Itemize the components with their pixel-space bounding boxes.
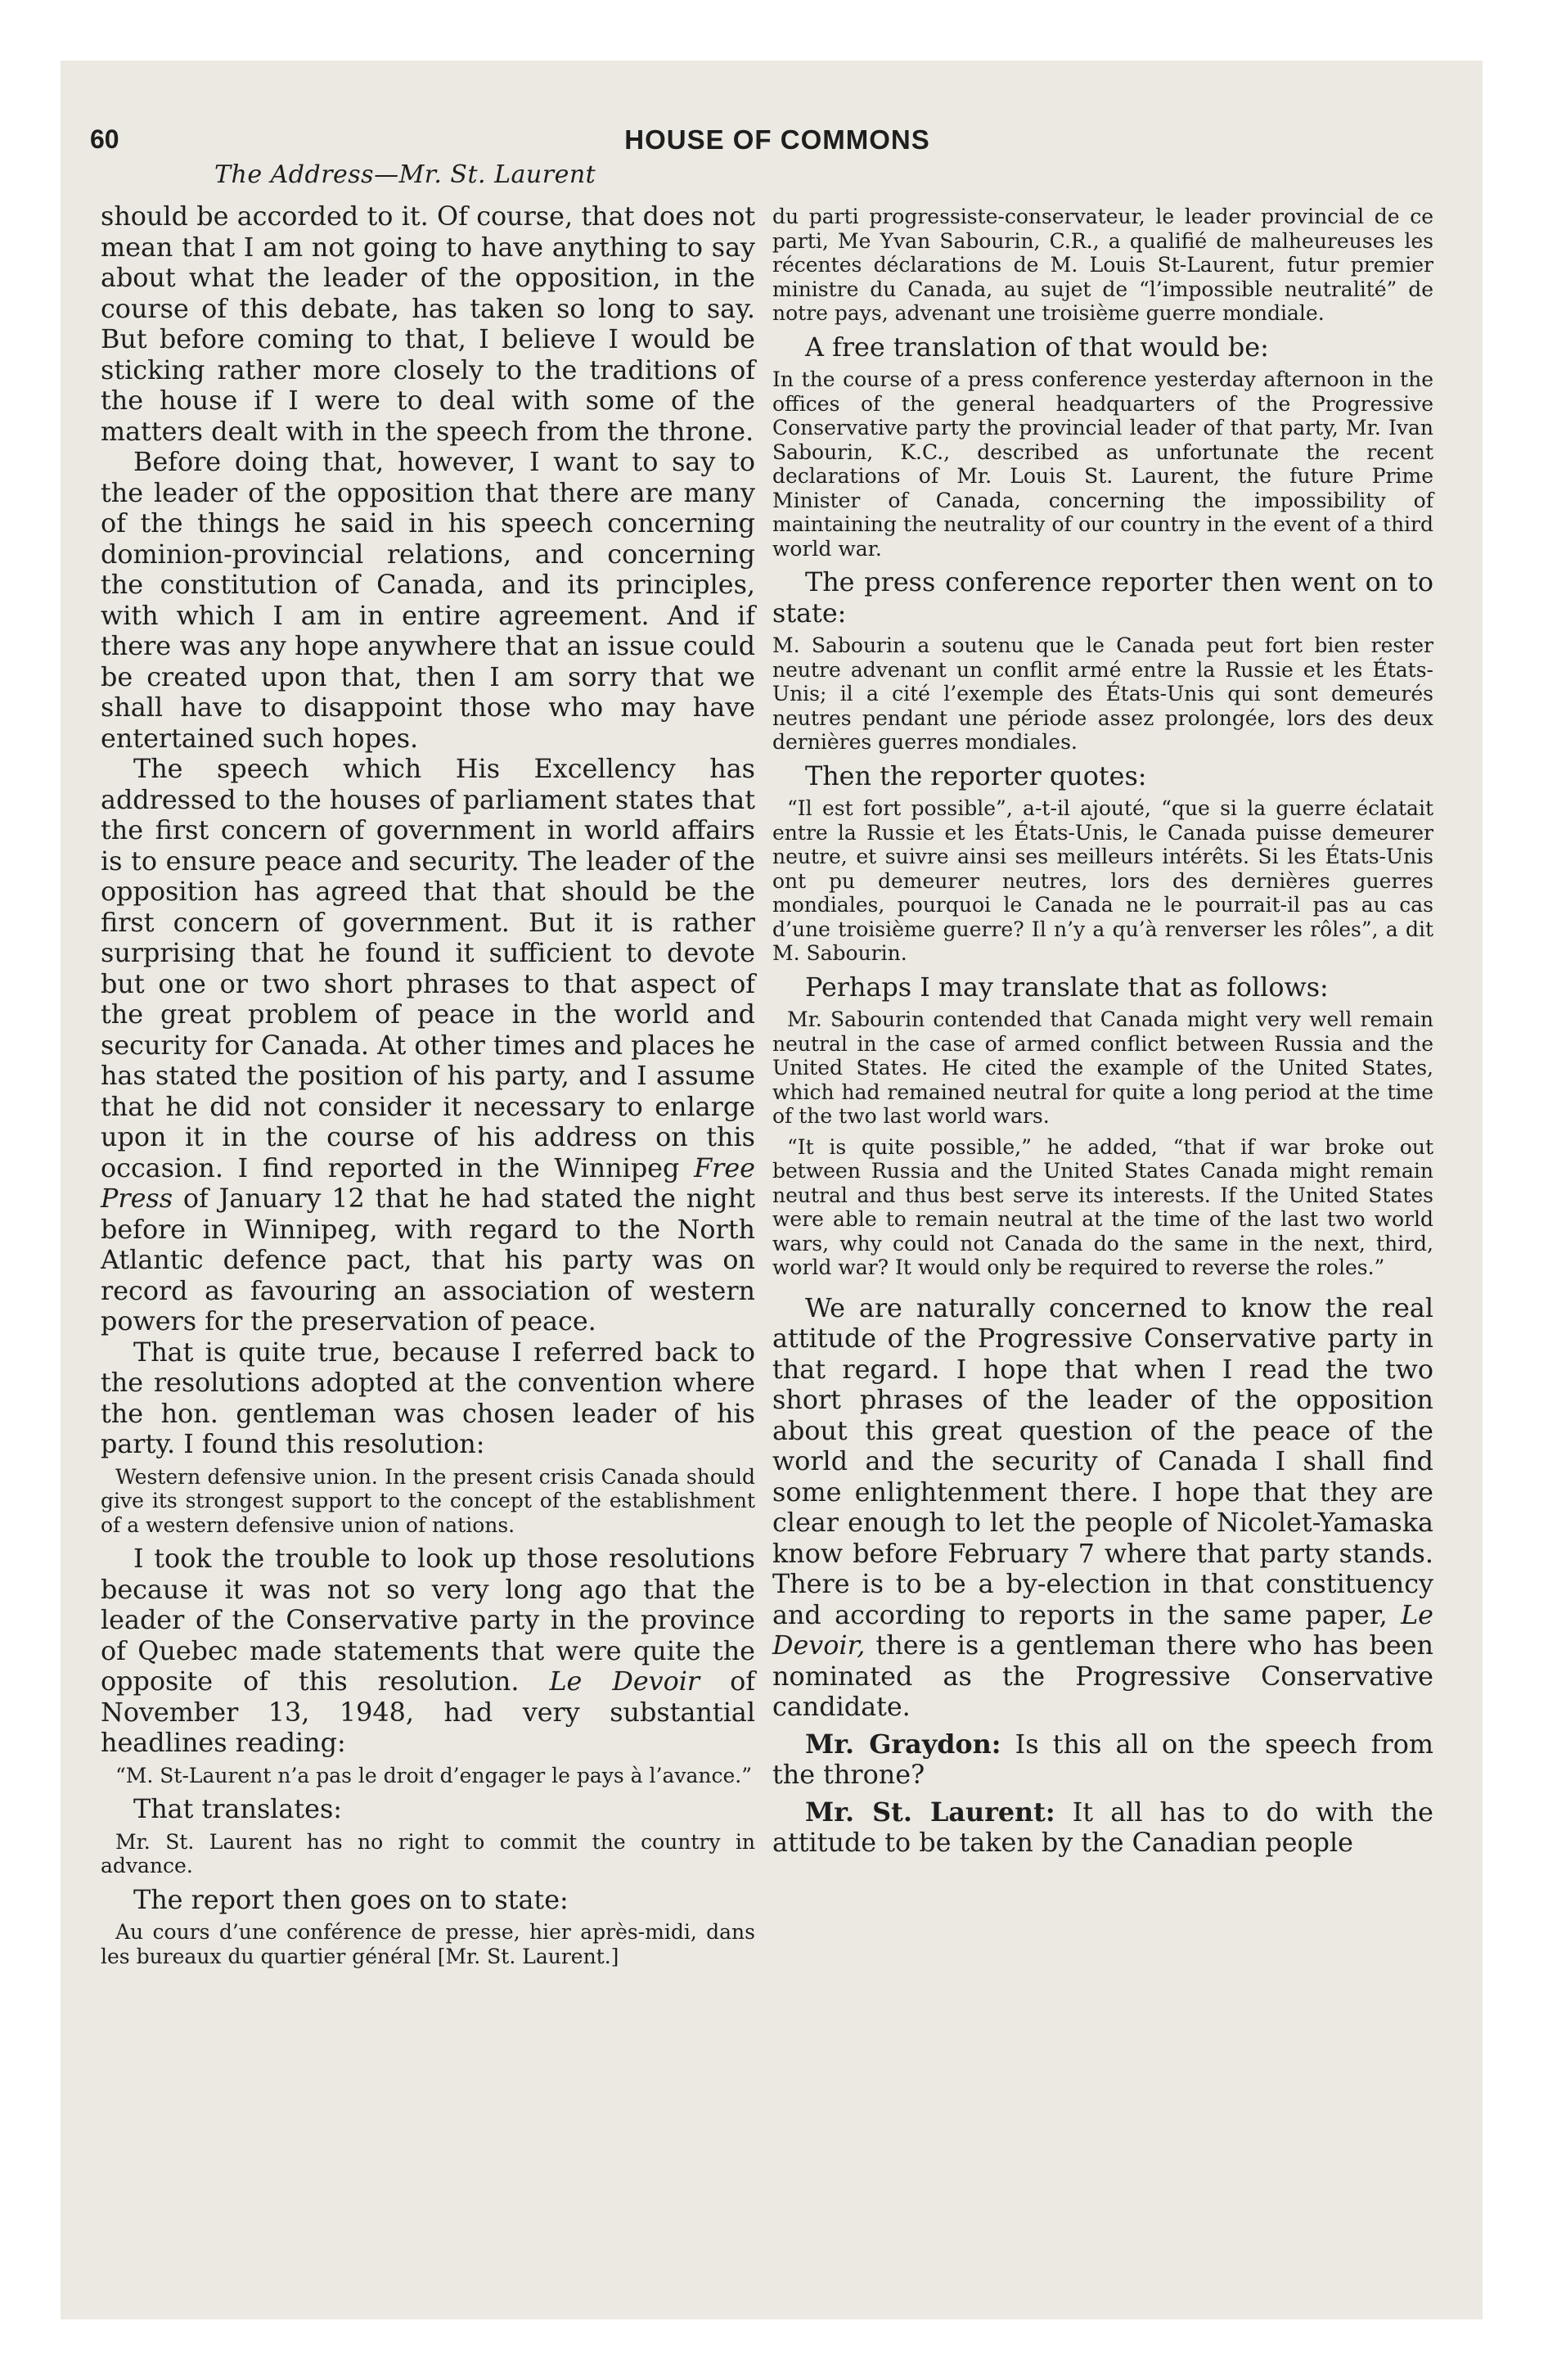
block-quote: M. Sabourin a soutenu que le Canada peut fort bien rester neutre advenant un conflit armé entre la Russie et les États-Unis; il a cité l’exemple des États-Unis qui sont demeurés neutres pendant une période assez prolongée, lors des deux dernières guerres mondiales. (772, 633, 1433, 754)
block-quote: Mr. St. Laurent has no right to commit the country in advance. (101, 1829, 755, 1877)
newspaper-title: Le Devoir, (772, 1599, 1433, 1661)
page-number: 60 (90, 124, 119, 154)
paragraph: Perhaps I may translate that as follows: (805, 971, 1329, 1003)
block-quote: Mr. Sabourin contended that Canada might very well remain neutral in the case of armed conflict between Russia and the United States. He cited the example of the United States, which had remained neutral for quite a long period at the time of the two last world wars. (772, 1007, 1433, 1128)
paragraph-text: there is a gentleman there who has been nominated as the Progressive Conservative candidate. (772, 1630, 1434, 1722)
paragraph-text: We are naturally concerned to know the real attitude of the Progressive Conservative party in that regard. I hope that when I read the two short phrases of the leader of the opposition about this great question of the peace of the world and the security of Canada I shall find some enlightenment there. I hope that they are clear enough to let the people of Nicolet-Yamaska know before February 7 where that party stands. There is to be a by-election in that constituency and according to reports in the same paper, (772, 1292, 1433, 1630)
speech-text: Is this all on the speech from the throne? (772, 1729, 1434, 1790)
speech-graydon (772, 1729, 1433, 1791)
running-head: The Address—Mr. St. Laurent (214, 160, 596, 189)
block-quote: du parti progressiste-conservateur, le leader provincial de ce parti, Me Yvan Sabourin, C.R., a qualifié de malheureuses les récentes déclarations de M. Louis St-Laurent, futur premier ministre du Canada, au sujet de “l’impossible neutralité” de notre pays, advenant une troisième guerre mondiale. (772, 205, 1433, 325)
paragraph (101, 754, 755, 1337)
block-quote: Au cours d’une conférence de presse, hier après-midi, dans les bureaux du quartier général [Mr. St. Laurent.] (101, 1920, 755, 1968)
paragraph (772, 1293, 1433, 1723)
paragraph: The press conference reporter then went on to state: (772, 567, 1433, 629)
newspaper-title: Le Devoir (549, 1666, 700, 1697)
paragraph-text: of January 12 that he had stated the night before in Winnipeg, with regard to the North Atlantic defence pact, that his party was on record as favouring an association of western powers for the preservation of peace. (101, 1183, 755, 1336)
block-quote: Western defensive union. In the present crisis Canada should give its strongest support to the concept of the establishment of a western defensive union of nations. (101, 1464, 755, 1537)
paragraph (101, 1544, 755, 1759)
block-quote: “M. St-Laurent n’a pas le droit d’engager le pays à l’avance.” (115, 1763, 753, 1787)
paragraph: should be accorded to it. Of course, that does not mean that I am not going to have anything to say about what the leader of the opposition, in the course of this debate, has taken so long to say. But before coming to that, I believe I would be sticking rather more closely to the traditions of the house if I were to deal with some of the matters dealt with in the speech from the throne. (101, 201, 755, 447)
paragraph: The report then goes on to state: (133, 1884, 569, 1915)
block-quote: In the course of a press conference yesterday afternoon in the offices of the general headquarters of the Progressive Conservative party the provincial leader of that party, Mr. Ivan Sabourin, K.C., described as unfortunate the recent declarations of Mr. Louis St. Laurent, the future Prime Minister of Canada, concerning the impossibility of maintaining the neutrality of our country in the event of a third world war. (772, 367, 1433, 561)
paragraph-text: I took the trouble to look up those resolutions because it was not so very long ago that the leader of the Conservative party in the province of Quebec made statements that were quite the opposite of this resolution. (101, 1544, 755, 1697)
speaker-name: Mr. St. Laurent: (805, 1796, 1055, 1828)
speech-st-laurent (772, 1797, 1433, 1859)
paragraph: Then the reporter quotes: (805, 760, 1147, 791)
speaker-name: Mr. Graydon: (805, 1729, 1001, 1760)
newspaper-title: Free Press (101, 1152, 755, 1214)
block-quote: “Il est fort possible”, a-t-il ajouté, “que si la guerre éclatait entre la Russie et les États-Unis, le Canada puisse demeurer neutre, et suivre ainsi ses meilleurs intérêts. Si les États-Unis ont pu demeurer neutres, lors des dernières guerres mondiales, pourquoi le Canada ne le pourrait-il pas au cas d’une troisième guerre? Il n’y a qu’à renverser les rôles”, a dit M. Sabourin. (772, 796, 1433, 965)
paragraph: A free translation of that would be: (805, 331, 1269, 363)
speech-text: It all has to do with the attitude to be taken by the Canadian people (772, 1796, 1433, 1858)
paragraph: That is quite true, because I referred back to the resolutions adopted at the convention where the hon. gentleman was chosen leader of his party. I found this resolution: (101, 1336, 755, 1459)
paragraph-text: The speech which His Excellency has addressed to the houses of parliament states that the first concern of government in world affairs is to ensure peace and security. The leader of the opposition has agreed that that should be the first concern of government. But it is rather surprising that he found it sufficient to devote but one or two short phrases to that aspect of the great problem of peace in the world and security for Canada. At other times and places he has stated the position of his party, and I assume that he did not consider it necessary to enlarge upon it in the course of his address on this occasion. I find reported in the Winnipeg (101, 754, 755, 1183)
right-column (772, 205, 1433, 1859)
block-quote: “It is quite possible,” he added, “that if war broke out between Russia and the United States Canada might remain neutral and thus best serve its interests. If the United States were able to remain neutral at the time of the last two world wars, why could not Canada do the same in the next, third, world war? It would only be required to reverse the roles.” (772, 1134, 1433, 1279)
left-column (101, 201, 755, 1975)
paragraph-text: of November 13, 1948, had very substantial headlines reading: (101, 1666, 756, 1758)
paragraph: That translates: (133, 1794, 343, 1824)
paragraph: Before doing that, however, I want to say to the leader of the opposition that there are many of the things he said in his speech concerning dominion-provincial relations, and concerning the constitution of Canada, and its principles, with which I am in entire agreement. And if there was any hope anywhere that an issue could be created upon that, then I am sorry that we shall have to disappoint those who may have entertained such hopes. (101, 447, 755, 754)
journal-title: HOUSE OF COMMONS (624, 124, 930, 155)
